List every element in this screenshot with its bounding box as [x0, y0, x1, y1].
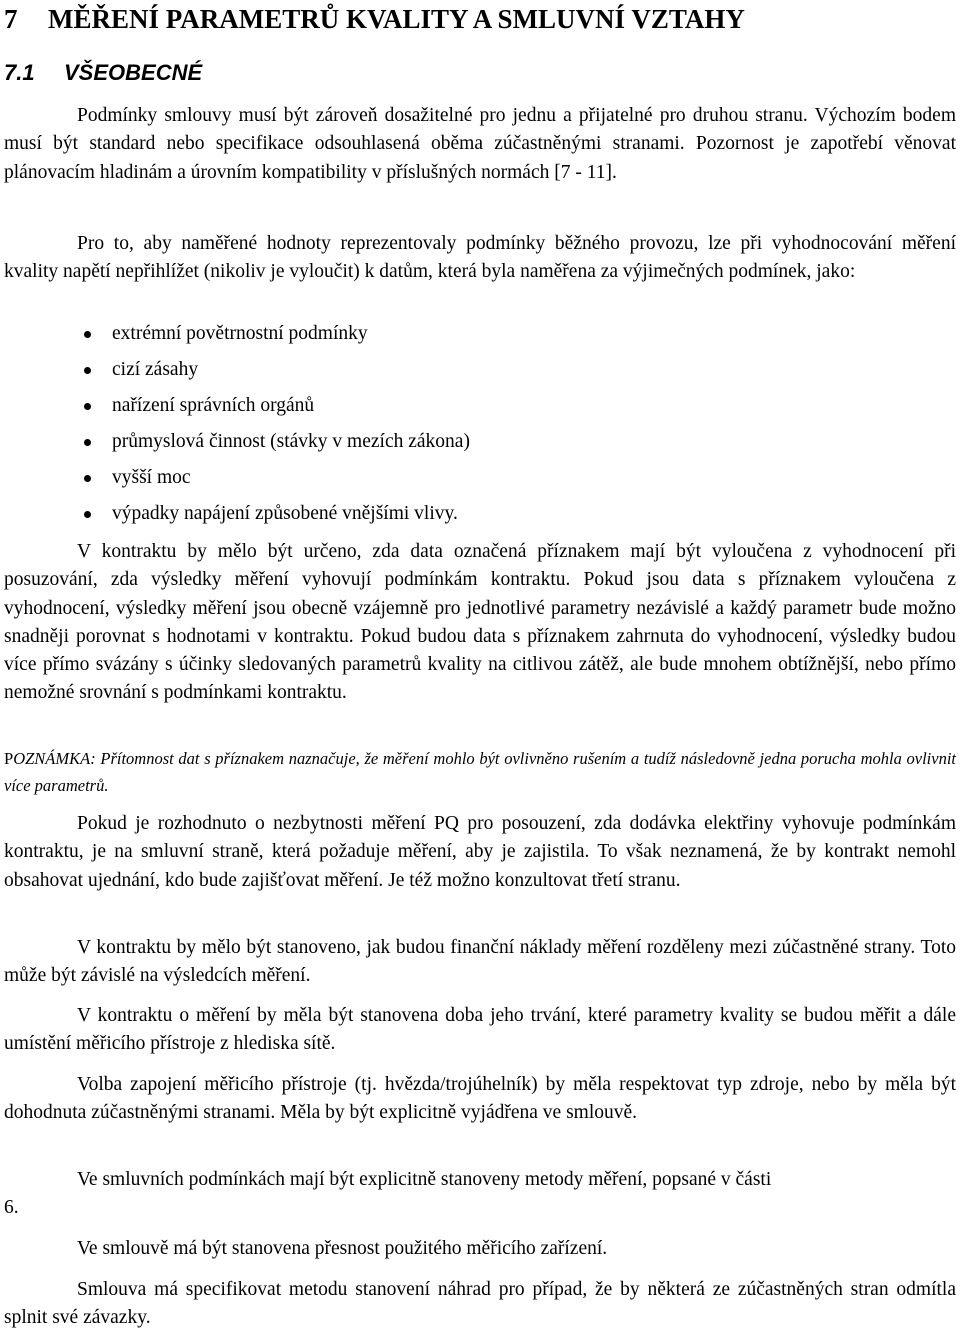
chapter-title: MĚŘENÍ PARAMETRŮ KVALITY A SMLUVNÍ VZTAHY [48, 4, 745, 34]
list-item: cizí zásahy [4, 352, 470, 388]
bullet-icon [84, 331, 91, 338]
paragraph-compensation: Smlouva má specifikovat metodu stanovení náhrad pro případ, že by některá ze zúčastněných stran odmítla splnit své závazky. [4, 1279, 956, 1329]
bullet-icon [84, 439, 91, 446]
bullet-icon [84, 403, 91, 410]
paragraph-duration: V kontraktu o měření by měla být stanovena doba jeho trvání, které parametry kvality se budou měřit a dále umístění měřicího přístroje z hlediska sítě. [4, 1005, 956, 1055]
chapter-heading [4, 4, 745, 35]
list-item: průmyslová činnost (stávky v mezích zákona) [4, 424, 470, 460]
section-number: 7.1 [4, 60, 35, 85]
paragraph-general: Podmínky smlouvy musí být zároveň dosažitelné pro jednu a přijatelné pro druhou stranu. Výchozím bodem musí být standard nebo specifikace odsouhlasená oběma zúčastněnými stranami. Pozornost je zapotřebí věnovat plánovacím hladinám a úrovním kompatibility v příslušných normách [7 - 11]. [4, 105, 956, 183]
note-text: OZNÁMKA: Přítomnost dat s příznakem naznačuje, že měření mohlo být ovlivněno rušením a tudíž následovně jedna porucha mohla ovlivnit více parametrů. [4, 749, 956, 795]
paragraph-connection: Volba zapojení měřicího přístroje (tj. hvězda/trojúhelník) by měla respektovat typ zdroje, nebo by měla být dohodnuta zúčastněnými stranami. Měla by být explicitně vyjádřena ve smlouvě. [4, 1074, 956, 1124]
list-item: extrémní povětrnostní podmínky [4, 316, 470, 352]
paragraph-pq-measurement: Pokud je rozhodnuto o nezbytnosti měření PQ pro posouzení, zda dodávka elektřiny vyhovuje podmínkám kontraktu, je na smluvní straně, která požaduje měření, aby je zajistila. To však neznamená, že by kontrakt nemohl obsahovat ujednání, kdo bude zajišťovat měření. Je též možno konzultovat třetí stranu. [4, 813, 956, 891]
chapter-number: 7 [4, 4, 18, 34]
paragraph-costs: V kontraktu by mělo být stanoveno, jak budou finanční náklady měření rozděleny mezi zúčastněné strany. Toto může být závislé na výsledcích měření. [4, 937, 956, 987]
accuracy-line: Ve smlouvě má být stanovena přesnost použitého měřicího zařízení. [77, 1238, 608, 1259]
note-lead: P [4, 749, 14, 768]
paragraph-flagged-data: V kontraktu by mělo být určeno, zda data označená příznakem mají být vyloučena z vyhodnocení při posuzování, zda výsledky měření vyhovují podmínkám kontraktu. Pokud jsou data s příznakem vyloučena z vyhodnocení, výsledky měření jsou obecně vzájemně pro jednotlivé parametry nezávislé a každý parametr bude možno snadněji porovnat s hodnotami v kontraktu. Pokud budou data s příznakem zahrnuta do vyhodnocení, výsledky budou více přímo svázány s účinky sledovaných parametrů kvality na citlivou zátěž, ale bude mnohem obtížnější, nebo přímo nemožné srovnání s podmínkami kontraktu. [4, 541, 956, 704]
bullet-icon [84, 367, 91, 374]
exceptional-conditions-list [4, 316, 470, 532]
list-item: výpadky napájení způsobené vnějšími vlivy. [4, 496, 470, 532]
list-item: vyšší moc [4, 460, 470, 496]
bullet-icon [84, 511, 91, 518]
methods-line: Ve smluvních podmínkách mají být explicitně stanoveny metody měření, popsané v části [77, 1169, 772, 1190]
paragraph-exceptional-conditions: Pro to, aby naměřené hodnoty reprezentovaly podmínky běžného provozu, lze při vyhodnocování měření kvality napětí nepřihlížet (nikoliv je vyloučit) k datům, která byla naměřena za výjimečných podmínek, jako: [4, 233, 956, 283]
section-heading [4, 60, 202, 86]
note [4, 745, 956, 799]
section-title: VŠEOBECNÉ [64, 60, 203, 85]
methods-reference: 6. [4, 1197, 19, 1218]
bullet-icon [84, 475, 91, 482]
list-item: nařízení správních orgánů [4, 388, 470, 424]
